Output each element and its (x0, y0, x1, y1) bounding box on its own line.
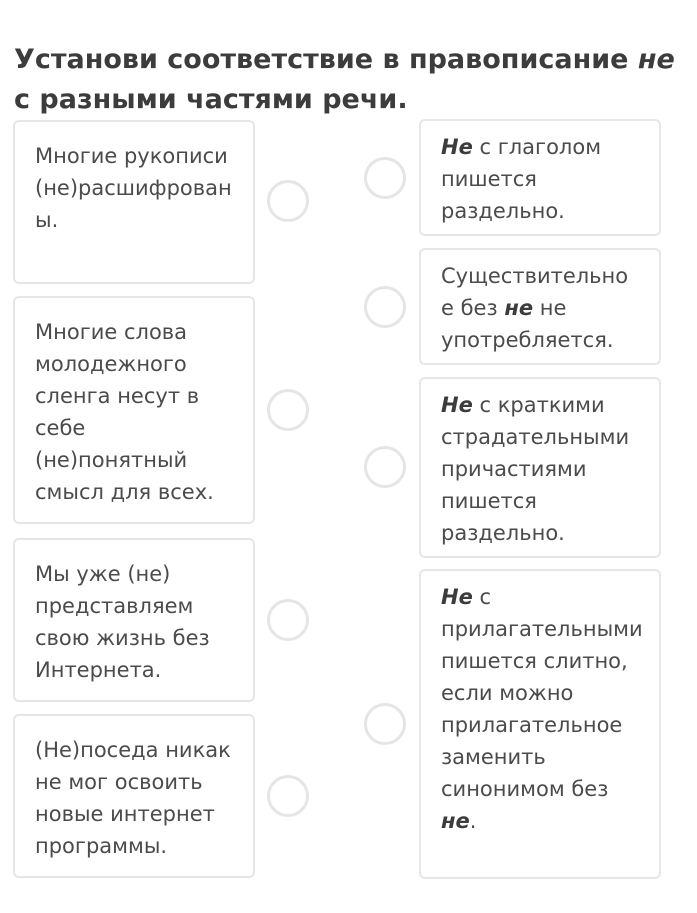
right-card-bold: не (441, 809, 470, 833)
left-radio-3[interactable] (267, 599, 309, 641)
right-card-bold: Не (441, 585, 473, 609)
left-card-text: Многие рукописи (не)расшифрованы. (35, 144, 232, 232)
question-title (14, 40, 679, 120)
right-card-2[interactable] (419, 248, 661, 365)
right-radio-1[interactable] (364, 157, 406, 199)
left-card-3[interactable] (13, 538, 255, 702)
left-radio-4[interactable] (267, 775, 309, 817)
right-card-text: с глаголом пишется раздельно. (441, 135, 602, 223)
right-card-bold: Не (441, 393, 473, 417)
right-card-4[interactable] (419, 569, 661, 879)
left-radio-2[interactable] (267, 389, 309, 431)
left-radio-1[interactable] (267, 180, 309, 222)
left-card-text: (Не)поседа никак не мог освоить новые интернет программы. (35, 738, 231, 858)
right-card-text: . (469, 809, 477, 833)
left-card-text: Многие слова молодежного сленга несут в себе (не)понятный смысл для всех. (35, 320, 214, 504)
title-main: Установи соответствие в правописание (14, 44, 638, 75)
right-card-1[interactable] (419, 119, 661, 236)
left-card-4[interactable] (13, 714, 255, 878)
left-card-text: Мы уже (не) представляем свою жизнь без Интернета. (35, 562, 210, 682)
right-card-text: не употребляется. (441, 296, 614, 352)
right-card-bold: Не (441, 135, 473, 159)
right-radio-3[interactable] (364, 446, 406, 488)
right-card-text: с прилагательными пишется слитно, если можно прилагательное заменить синонимом без (441, 585, 643, 801)
right-radio-2[interactable] (364, 286, 406, 328)
right-radio-4[interactable] (364, 703, 406, 745)
title-rest: с разными частями речи. (14, 84, 408, 115)
left-card-2[interactable] (13, 296, 255, 524)
title-emphasis: не (637, 44, 675, 75)
right-card-text: с краткими страдательными причастиями пишется раздельно. (441, 393, 630, 545)
right-card-3[interactable] (419, 377, 661, 558)
right-card-text: Существительное без (441, 264, 629, 320)
left-card-1[interactable] (13, 120, 255, 284)
right-card-bold: не (504, 296, 534, 320)
